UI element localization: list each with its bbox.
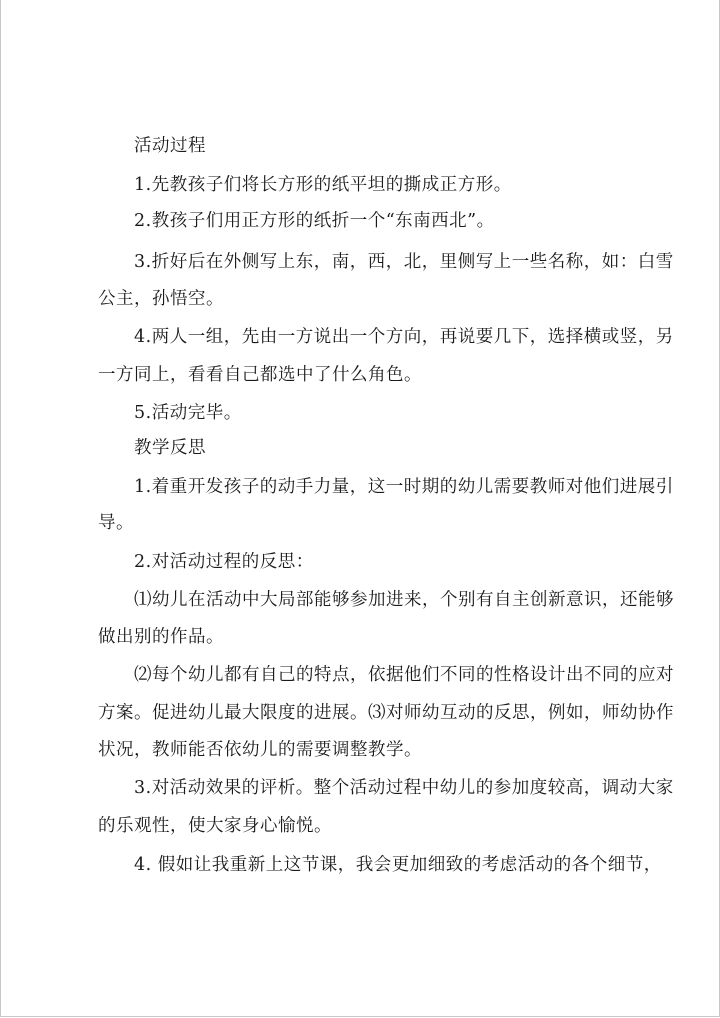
paragraph-line: 做出别的作品。 xyxy=(98,627,224,647)
heading-activity-process: 活动过程 xyxy=(134,136,206,156)
paragraph-line: 公主，孙悟空。 xyxy=(98,289,224,309)
paragraph-line: ⑵每个幼儿都有自己的特点，依据他们不同的性格设计出不同的应对 xyxy=(134,665,674,685)
paragraph-line: 1.先教孩子们将长方形的纸平坦的撕成正方形。 xyxy=(134,175,512,195)
paragraph-line: 5.活动完毕。 xyxy=(134,403,242,423)
paragraph-line: 4. 假如让我重新上这节课，我会更加细致的考虑活动的各个细节， xyxy=(134,855,662,875)
paragraph-line: 3.折好后在外侧写上东，南，西，北，里侧写上一些名称，如：白雪 xyxy=(134,252,674,272)
paragraph-line: 4.两人一组，先由一方说出一个方向，再说要几下，选择横或竖，另 xyxy=(134,327,674,347)
paragraph-line: 2.对活动过程的反思： xyxy=(134,552,314,572)
paragraph-line: 2.教孩子们用正方形的纸折一个“东南西北”。 xyxy=(134,211,495,231)
paragraph-line: 1.着重开发孩子的动手力量，这一时期的幼儿需要教师对他们进展引 xyxy=(134,477,674,497)
paragraph-line: 一方同上，看看自己都选中了什么角色。 xyxy=(98,365,422,385)
heading-teaching-reflection: 教学反思 xyxy=(134,438,206,458)
paragraph-line: 导。 xyxy=(98,513,134,533)
paragraph-line: 方案。促进幼儿最大限度的进展。⑶对师幼互动的反思，例如，师幼协作 xyxy=(98,703,674,723)
paragraph-line: 3.对活动效果的评析。整个活动过程中幼儿的参加度较高，调动大家 xyxy=(134,778,674,798)
paragraph-line: 的乐观性，使大家身心愉悦。 xyxy=(98,816,332,836)
paragraph-line: 状况，教师能否依幼儿的需要调整教学。 xyxy=(98,740,422,760)
paragraph-line: ⑴幼儿在活动中大局部能够参加进来，个别有自主创新意识，还能够 xyxy=(134,590,674,610)
